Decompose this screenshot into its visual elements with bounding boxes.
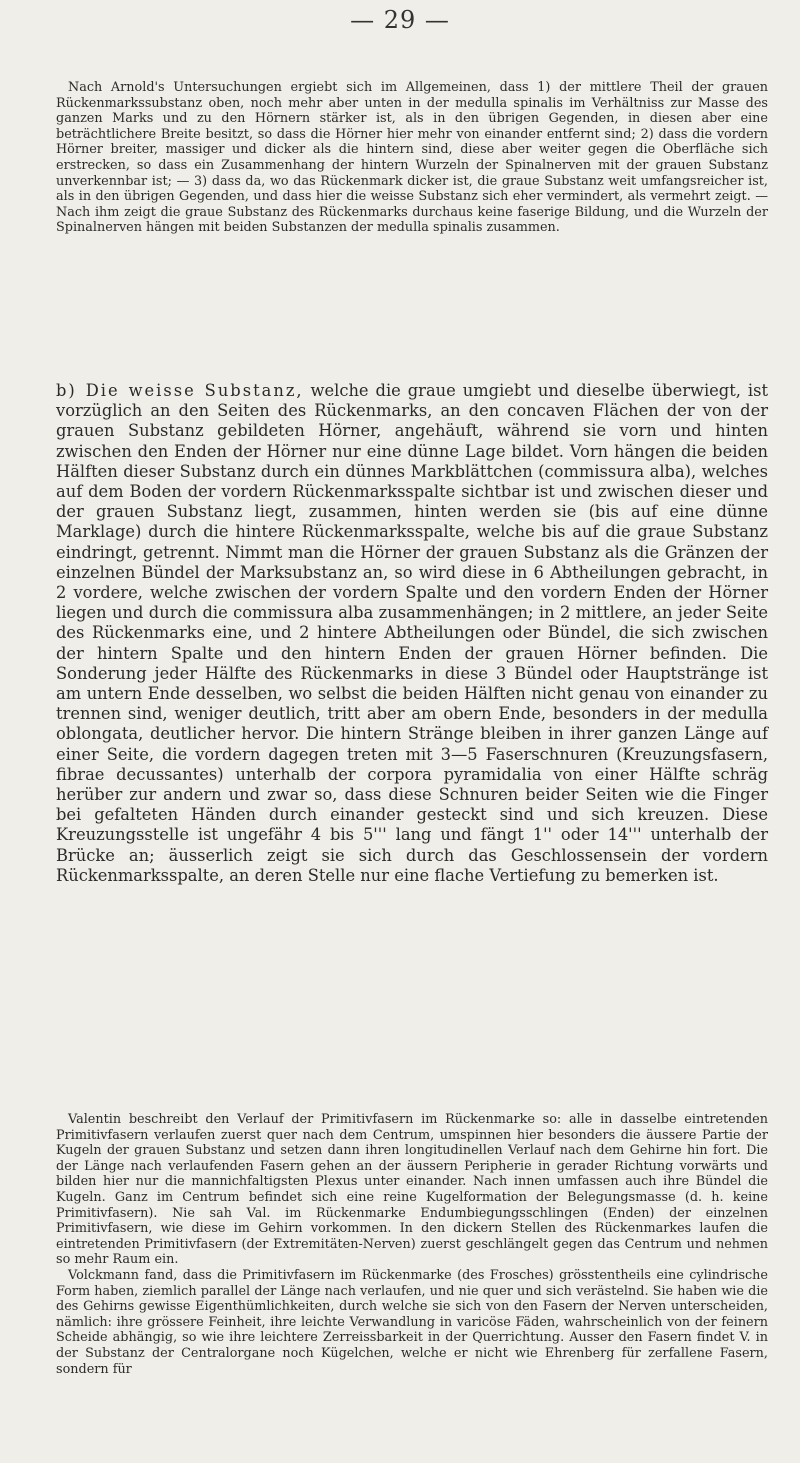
paragraph-volckmann: Volckmann fand, dass die Primitivfasern im Rückenmarke (des Frosches) grösstentheils eine cylindrische Form haben, ziemlich parallel der Länge nach verlaufen, und nie quer und sich verästelnd. Sie haben wie die des Gehirns gewisse Eigenthümlichkeiten, durch welche sie sich von den Fasern der Nerven unterscheiden, nämlich: ihre grössere Feinheit, ihre leichte Verwandlung in varicöse Fäden, wahrscheinlich von der feinern Scheide abhängig, so wie ihre leichtere Zerreissbarkeit in der Querrichtung. Ausser den Fasern findet V. in der Substanz der Centralorgane noch Kügelchen, welche er nicht wie Ehrenberg für zerfallene Fasern, sondern für xyxy=(56,1267,768,1377)
paragraph-text xyxy=(56,381,768,886)
paragraph-weisse-substanz xyxy=(56,381,768,886)
paragraph-arnold xyxy=(56,80,768,236)
page-number: — 29 — xyxy=(350,6,450,34)
section-body: welche die graue umgiebt und dieselbe überwiegt, ist vorzüglich an den Seiten des Rückenmarks, an den concaven Flächen der von der grauen Substanz gebildeten Hörner, angehäuft, während sie vorn und hinten zwischen den Enden der Hörner nur eine dünne Lage bildet. Vorn hängen die beiden Hälften dieser Substanz durch ein dünnes Markblättchen (commissura alba), welches auf dem Boden der vordern Rückenmarksspalte sichtbar ist und zwischen dieser und der grauen Substanz liegt, zusammen, hinten werden sie (bis auf eine dünne Marklage) durch die hintere Rückenmarksspalte, welche bis auf die graue Substanz eindringt, getrennt. Nimmt man die Hörner der grauen Substanz als die Gränzen der einzelnen Bündel der Marksubstanz an, so wird diese in 6 Abtheilungen gebracht, in 2 vordere, welche zwischen der vordern Spalte und den vordern Enden der Hörner liegen und durch die commissura alba zusammenhängen; in 2 mittlere, an jeder Seite des Rückenmarks eine, und 2 hintere Abtheilungen oder Bündel, die sich zwischen der hintern Spalte und den hintern Enden der grauen Hörner befinden. Die Sonderung jeder Hälfte des Rückenmarks in diese 3 Bündel oder Hauptstränge ist am untern Ende desselben, wo selbst die beiden Hälften nicht genau von einander zu trennen sind, weniger deutlich, tritt aber am obern Ende, besonders in der medulla oblongata, deutlicher hervor. Die hintern Stränge bleiben in ihrer ganzen Länge auf einer Seite, die vordern dagegen treten mit 3—5 Faserschnuren (Kreuzungsfasern, fibrae decussantes) unterhalb der corpora pyramidalia von einer Hälfte schräg herüber zur andern und zwar so, dass diese Schnuren beider Seiten wie die Finger bei gefalteten Händen durch einander gesteckt sind und sich kreuzen. Diese Kreuzungsstelle ist ungefähr 4 bis 5''' lang und fängt 1'' oder 14''' unterhalb der Brücke an; äusserlich zeigt sie sich durch das Geschlossensein der vordern Rückenmarksspalte, an deren Stelle nur eine flache Vertiefung zu bemerken ist. xyxy=(56,381,768,885)
paragraph-text: Nach Arnold's Untersuchungen ergiebt sich im Allgemeinen, dass 1) der mittlere Theil der grauen Rückenmarkssubstanz oben, noch mehr aber unten in der medulla spinalis im Verhältniss zur Masse des ganzen Marks und zu den Hörnern stärker ist, als in den übrigen Gegenden, in diesen aber eine beträchtlichere Breite besitzt, so dass die Hörner hier mehr von einander entfernt sind; 2) dass die vordern Hörner breiter, massiger und dicker als die hintern sind, diese aber weiter gegen die Oberfläche sich erstrecken, so dass ein Zusammenhang der hintern Wurzeln der Spinalnerven mit der grauen Substanz unverkennbar ist; — 3) dass da, wo das Rückenmark dicker ist, die graue Substanz weit umfangsreicher ist, als in den übrigen Gegenden, und dass hier die weisse Substanz sich eher vermindert, als vermehrt zeigt. — Nach ihm zeigt die graue Substanz des Rückenmarks durchaus keine faserige Bildung, und die Wurzeln der Spinalnerven hängen mit beiden Substanzen der medulla spinalis zusammen. xyxy=(56,80,768,236)
section-lead: b) Die weisse Substanz, xyxy=(56,381,304,400)
paragraph-valentin: Valentin beschreibt den Verlauf der Primitivfasern im Rückenmarke so: alle in dasselbe eintretenden Primitivfasern verlaufen zuerst quer nach dem Centrum, umspinnen hier besonders die äussere Partie der Kugeln der grauen Substanz und setzen dann ihren longitudinellen Verlauf nach dem Gehirne hin fort. Die der Länge nach verlaufenden Fasern gehen an der äussern Peripherie in gerader Richtung vorwärts und bilden hier nur die mannichfaltigsten Plexus unter einander. Nach innen umfassen auch ihre Bündel die Kugeln. Ganz im Centrum befindet sich eine reine Kugelformation der Belegungsmasse (d. h. keine Primitivfasern). Nie sah Val. im Rückenmarke Endumbiegungsschlingen (Enden) der einzelnen Primitivfasern, wie diese im Gehirn vorkommen. In den dickern Stellen des Rückenmarkes laufen die eintretenden Primitivfasern (der Extremitäten-Nerven) zuerst geschlängelt gegen das Centrum und nehmen so mehr Raum ein. xyxy=(56,1112,768,1268)
paragraph-valentin-volckmann xyxy=(56,1112,768,1377)
